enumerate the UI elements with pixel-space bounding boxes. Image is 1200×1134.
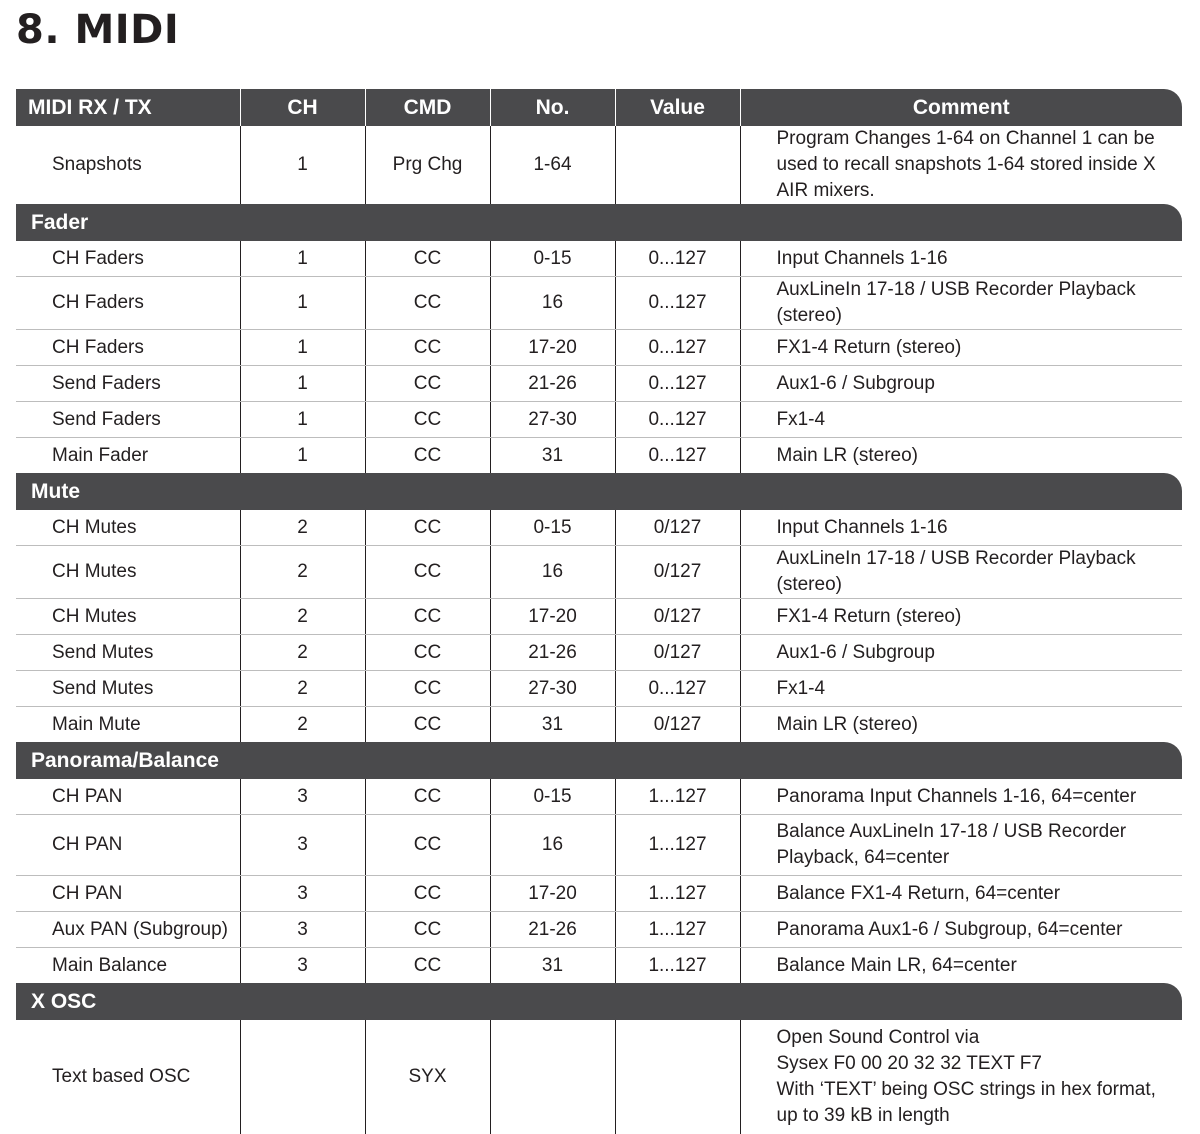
cell-ch: 2: [240, 635, 365, 671]
cell-comment: Panorama Input Channels 1-16, 64=center: [740, 779, 1182, 815]
cell-ch: [240, 1020, 365, 1134]
cell-name: CH PAN: [16, 815, 240, 876]
cell-comment: Main LR (stereo): [776, 444, 918, 466]
cell-comment: Input Channels 1-16: [740, 241, 1182, 277]
cell-value: 1...127: [615, 876, 740, 912]
cell-ch: 3: [240, 912, 365, 948]
column-header: Value: [615, 89, 740, 126]
cell-comment: FX1-4 Return (stereo): [740, 599, 1182, 635]
column-header: CH: [240, 89, 365, 126]
cell-no: 17-20: [490, 876, 615, 912]
column-header: CMD: [365, 89, 490, 126]
cell-name: Text based OSC: [16, 1020, 240, 1134]
cell-comment: Fx1-4: [740, 671, 1182, 707]
cell-comment: AuxLineIn 17-18 / USB Recorder Playback (stereo): [740, 546, 1182, 599]
cell-value: 0...127: [615, 366, 740, 402]
cell-no: 27-30: [490, 671, 615, 707]
cell-ch: 3: [240, 948, 365, 984]
cell-ch: 3: [240, 815, 365, 876]
cell-no: 0-15: [490, 510, 615, 546]
cell-comment: Input Channels 1-16: [740, 510, 1182, 546]
cell-no: 17-20: [490, 599, 615, 635]
cell-cmd: CC: [365, 912, 490, 948]
cell-ch: 2: [240, 546, 365, 599]
cell-cmd: CC: [365, 402, 490, 438]
cell-no: 21-26: [490, 912, 615, 948]
cell-comment: Balance FX1-4 Return, 64=center: [740, 876, 1182, 912]
cell-cmd: CC: [365, 599, 490, 635]
cell-value: 0...127: [615, 330, 740, 366]
cell-no: 16: [490, 815, 615, 876]
cell-name: CH Faders: [16, 241, 240, 277]
cell-cmd: CC: [365, 241, 490, 277]
cell-comment: Balance Main LR, 64=center: [776, 954, 1017, 976]
cell-cmd: Prg Chg: [365, 126, 490, 204]
page-title: 8. MIDI: [16, 7, 180, 53]
table-row: [16, 671, 1182, 707]
table-row: [16, 438, 1182, 474]
cell-ch: 1: [240, 366, 365, 402]
cell-name: CH Mutes: [16, 599, 240, 635]
table-row: [16, 330, 1182, 366]
cell-no: 16: [490, 277, 615, 330]
cell-name: CH PAN: [16, 779, 240, 815]
cell-ch: 2: [240, 671, 365, 707]
column-header: No.: [490, 89, 615, 126]
table-row: [16, 366, 1182, 402]
section-title: X OSC: [16, 983, 1182, 1020]
cell-name: CH PAN: [16, 876, 240, 912]
cell-comment: Balance AuxLineIn 17-18 / USB Recorder Playback, 64=center: [740, 815, 1182, 876]
cell-name: Send Faders: [16, 402, 240, 438]
cell-cmd: CC: [365, 546, 490, 599]
cell-name: Send Mutes: [16, 671, 240, 707]
table-row: [16, 126, 1182, 204]
cell-ch: 3: [240, 779, 365, 815]
cell-ch: 1: [240, 330, 365, 366]
section-header-row: [16, 742, 1182, 779]
cell-cmd: CC: [365, 277, 490, 330]
cell-name: Send Mutes: [16, 635, 240, 671]
table-row: [16, 779, 1182, 815]
cell-comment: Aux1-6 / Subgroup: [740, 635, 1182, 671]
cell-no: 0-15: [490, 779, 615, 815]
cell-no: 0-15: [490, 241, 615, 277]
table-row: [16, 815, 1182, 876]
cell-cmd: CC: [365, 707, 490, 743]
table-row: [16, 241, 1182, 277]
cell-name: CH Mutes: [16, 546, 240, 599]
cell-value: 0/127: [615, 707, 740, 743]
table-row: [16, 402, 1182, 438]
cell-value: 0/127: [615, 599, 740, 635]
cell-comment: AuxLineIn 17-18 / USB Recorder Playback (stereo): [740, 277, 1182, 330]
table-row: [16, 599, 1182, 635]
column-header: MIDI RX / TX: [16, 89, 240, 126]
section-header-row: [16, 204, 1182, 241]
table-row: [16, 1020, 1182, 1134]
cell-value: [615, 126, 740, 204]
cell-comment: Panorama Aux1-6 / Subgroup, 64=center: [740, 912, 1182, 948]
section-title: Panorama/Balance: [16, 742, 1182, 779]
cell-name: Main Mute: [16, 707, 240, 743]
cell-ch: 1: [240, 402, 365, 438]
cell-name: CH Mutes: [16, 510, 240, 546]
cell-comment: Main LR (stereo): [776, 713, 918, 735]
cell-value: 0/127: [615, 510, 740, 546]
cell-cmd: CC: [365, 876, 490, 912]
cell-no: 21-26: [490, 635, 615, 671]
cell-name: Main Fader: [16, 438, 240, 474]
cell-cmd: CC: [365, 366, 490, 402]
table-row: [16, 876, 1182, 912]
table-row: [16, 707, 1182, 743]
cell-cmd: CC: [365, 438, 490, 474]
column-header: Comment: [740, 89, 1182, 126]
cell-no: 27-30: [490, 402, 615, 438]
midi-implementation-table: [16, 89, 1182, 1134]
cell-cmd: CC: [365, 815, 490, 876]
cell-value: 0...127: [615, 241, 740, 277]
cell-name: Snapshots: [16, 126, 240, 204]
cell-value: 1...127: [615, 948, 740, 984]
table-row: [16, 546, 1182, 599]
cell-value: [615, 1020, 740, 1134]
table-row: [16, 635, 1182, 671]
cell-comment: Program Changes 1-64 on Channel 1 can be used to recall snapshots 1-64 stored inside X AIR mixers.: [776, 128, 1156, 201]
cell-comment: Fx1-4: [740, 402, 1182, 438]
cell-ch: 1: [240, 277, 365, 330]
cell-ch: 3: [240, 876, 365, 912]
cell-value: 0...127: [615, 671, 740, 707]
cell-no: 1-64: [490, 126, 615, 204]
cell-value: 0/127: [615, 546, 740, 599]
cell-cmd: CC: [365, 635, 490, 671]
cell-comment: Open Sound Control via Sysex F0 00 20 32 32 TEXT F7 With ‘TEXT’ being OSC strings in hex format, up to 39 kB in length: [776, 1027, 1156, 1126]
cell-value: 1...127: [615, 815, 740, 876]
table-row: [16, 912, 1182, 948]
cell-cmd: SYX: [365, 1020, 490, 1134]
table-row: [16, 510, 1182, 546]
cell-value: 0...127: [615, 438, 740, 474]
cell-no: [490, 1020, 615, 1134]
cell-ch: 1: [240, 241, 365, 277]
cell-ch: 1: [240, 438, 365, 474]
cell-name: CH Faders: [16, 330, 240, 366]
cell-cmd: CC: [365, 671, 490, 707]
cell-no: 17-20: [490, 330, 615, 366]
cell-value: 1...127: [615, 779, 740, 815]
cell-no: 31: [490, 707, 615, 743]
cell-ch: 2: [240, 707, 365, 743]
cell-cmd: CC: [365, 948, 490, 984]
table-header-row: [16, 89, 1182, 126]
section-title: Fader: [16, 204, 1182, 241]
cell-cmd: CC: [365, 510, 490, 546]
cell-value: 1...127: [615, 912, 740, 948]
section-header-row: [16, 983, 1182, 1020]
cell-comment: Aux1-6 / Subgroup: [740, 366, 1182, 402]
cell-ch: 2: [240, 599, 365, 635]
cell-comment: FX1-4 Return (stereo): [740, 330, 1182, 366]
cell-no: 21-26: [490, 366, 615, 402]
cell-no: 16: [490, 546, 615, 599]
cell-cmd: CC: [365, 779, 490, 815]
cell-name: Send Faders: [16, 366, 240, 402]
cell-ch: 1: [240, 126, 365, 204]
cell-name: Aux PAN (Subgroup): [16, 912, 240, 948]
cell-value: 0...127: [615, 402, 740, 438]
section-title: Mute: [16, 473, 1182, 510]
table-row: [16, 948, 1182, 984]
cell-cmd: CC: [365, 330, 490, 366]
cell-no: 31: [490, 948, 615, 984]
cell-name: Main Balance: [16, 948, 240, 984]
cell-ch: 2: [240, 510, 365, 546]
table-row: [16, 277, 1182, 330]
cell-value: 0/127: [615, 635, 740, 671]
section-header-row: [16, 473, 1182, 510]
cell-value: 0...127: [615, 277, 740, 330]
cell-name: CH Faders: [16, 277, 240, 330]
cell-no: 31: [490, 438, 615, 474]
